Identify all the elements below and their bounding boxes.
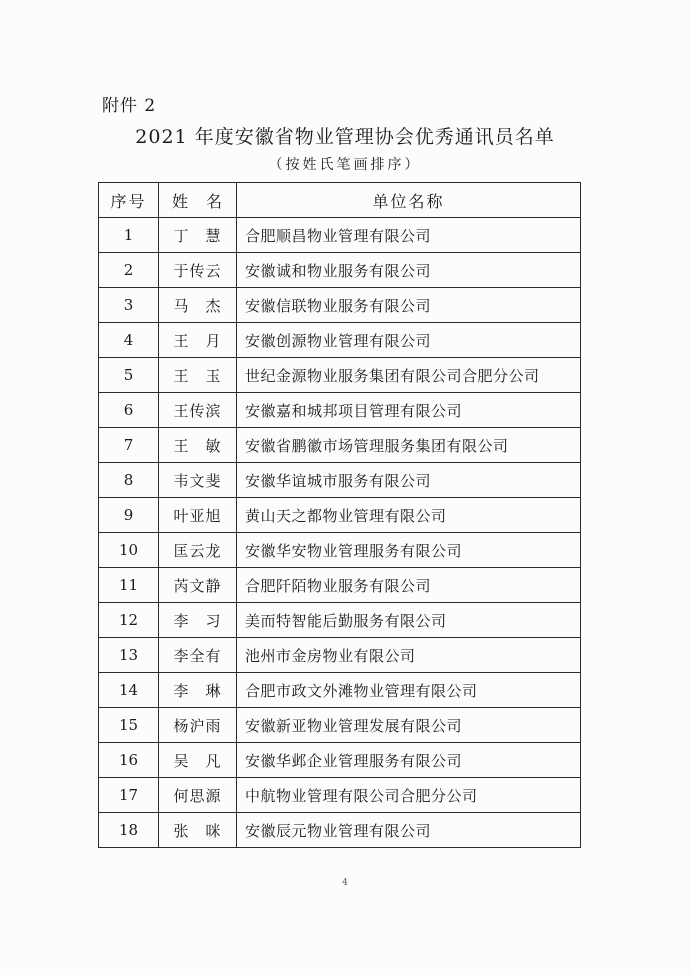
table-row: [99, 288, 581, 323]
row-unit-name: 世纪金源物业服务集团有限公司合肥分公司: [237, 358, 581, 393]
row-name: 何思源: [159, 778, 237, 813]
row-serial-number: 11: [99, 568, 159, 603]
table-row: [99, 568, 581, 603]
row-name: 王 玉: [159, 358, 237, 393]
row-unit-name: 安徽华谊城市服务有限公司: [237, 463, 581, 498]
row-serial-number: 5: [99, 358, 159, 393]
row-name: 吴 凡: [159, 743, 237, 778]
document-title: 2021 年度安徽省物业管理协会优秀通讯员名单: [135, 126, 555, 148]
row-serial-number: 7: [99, 428, 159, 463]
row-serial-number: 9: [99, 498, 159, 533]
row-name: 马 杰: [159, 288, 237, 323]
row-unit-name: 安徽新亚物业管理发展有限公司: [237, 708, 581, 743]
table-row: [99, 463, 581, 498]
row-unit-name: 池州市金房物业有限公司: [237, 638, 581, 673]
row-serial-number: 4: [99, 323, 159, 358]
table-row: [99, 743, 581, 778]
table-row: [99, 603, 581, 638]
table-row: [99, 813, 581, 848]
row-name: 于传云: [159, 253, 237, 288]
row-unit-name: 合肥市政文外滩物业管理有限公司: [237, 673, 581, 708]
row-name: 芮文静: [159, 568, 237, 603]
row-serial-number: 6: [99, 393, 159, 428]
row-serial-number: 15: [99, 708, 159, 743]
row-serial-number: 3: [99, 288, 159, 323]
row-serial-number: 10: [99, 533, 159, 568]
header-name: 姓 名: [159, 183, 237, 218]
document-subtitle: （按姓氏笔画排序）: [268, 157, 422, 173]
table-row: [99, 253, 581, 288]
table-row: [99, 638, 581, 673]
row-serial-number: 18: [99, 813, 159, 848]
row-unit-name: 安徽诚和物业服务有限公司: [237, 253, 581, 288]
row-unit-name: 安徽华邺企业管理服务有限公司: [237, 743, 581, 778]
page-number: 4: [342, 878, 348, 888]
row-serial-number: 2: [99, 253, 159, 288]
table-row: [99, 428, 581, 463]
table-header-row: [99, 183, 581, 218]
table-row: [99, 533, 581, 568]
row-name: 李全有: [159, 638, 237, 673]
table-row: [99, 358, 581, 393]
attachment-label: 附件 2: [102, 96, 157, 116]
header-unit-name: 单位名称: [237, 183, 581, 218]
row-serial-number: 12: [99, 603, 159, 638]
row-name: 匡云龙: [159, 533, 237, 568]
row-name: 叶亚旭: [159, 498, 237, 533]
row-serial-number: 17: [99, 778, 159, 813]
row-unit-name: 安徽华安物业管理服务有限公司: [237, 533, 581, 568]
row-unit-name: 中航物业管理有限公司合肥分公司: [237, 778, 581, 813]
row-name: 丁 慧: [159, 218, 237, 253]
row-name: 王传滨: [159, 393, 237, 428]
row-serial-number: 8: [99, 463, 159, 498]
row-serial-number: 16: [99, 743, 159, 778]
row-unit-name: 美而特智能后勤服务有限公司: [237, 603, 581, 638]
row-name: 张 咪: [159, 813, 237, 848]
table-row: [99, 673, 581, 708]
table-row: [99, 708, 581, 743]
row-unit-name: 安徽辰元物业管理有限公司: [237, 813, 581, 848]
row-serial-number: 13: [99, 638, 159, 673]
header-serial-number: 序号: [99, 183, 159, 218]
row-name: 韦文斐: [159, 463, 237, 498]
row-name: 李 琳: [159, 673, 237, 708]
row-name: 王 敏: [159, 428, 237, 463]
table-row: [99, 218, 581, 253]
table-row: [99, 393, 581, 428]
row-serial-number: 14: [99, 673, 159, 708]
row-unit-name: 黄山天之都物业管理有限公司: [237, 498, 581, 533]
row-unit-name: 安徽嘉和城邦项目管理有限公司: [237, 393, 581, 428]
correspondent-table: [98, 182, 581, 848]
table-row: [99, 778, 581, 813]
row-unit-name: 合肥阡陌物业服务有限公司: [237, 568, 581, 603]
row-name: 杨沪雨: [159, 708, 237, 743]
row-unit-name: 安徽信联物业服务有限公司: [237, 288, 581, 323]
row-serial-number: 1: [99, 218, 159, 253]
table-row: [99, 498, 581, 533]
row-name: 李 习: [159, 603, 237, 638]
row-unit-name: 安徽创源物业管理有限公司: [237, 323, 581, 358]
row-unit-name: 合肥顺昌物业管理有限公司: [237, 218, 581, 253]
table-row: [99, 323, 581, 358]
row-unit-name: 安徽省鹏徽市场管理服务集团有限公司: [237, 428, 581, 463]
row-name: 王 月: [159, 323, 237, 358]
